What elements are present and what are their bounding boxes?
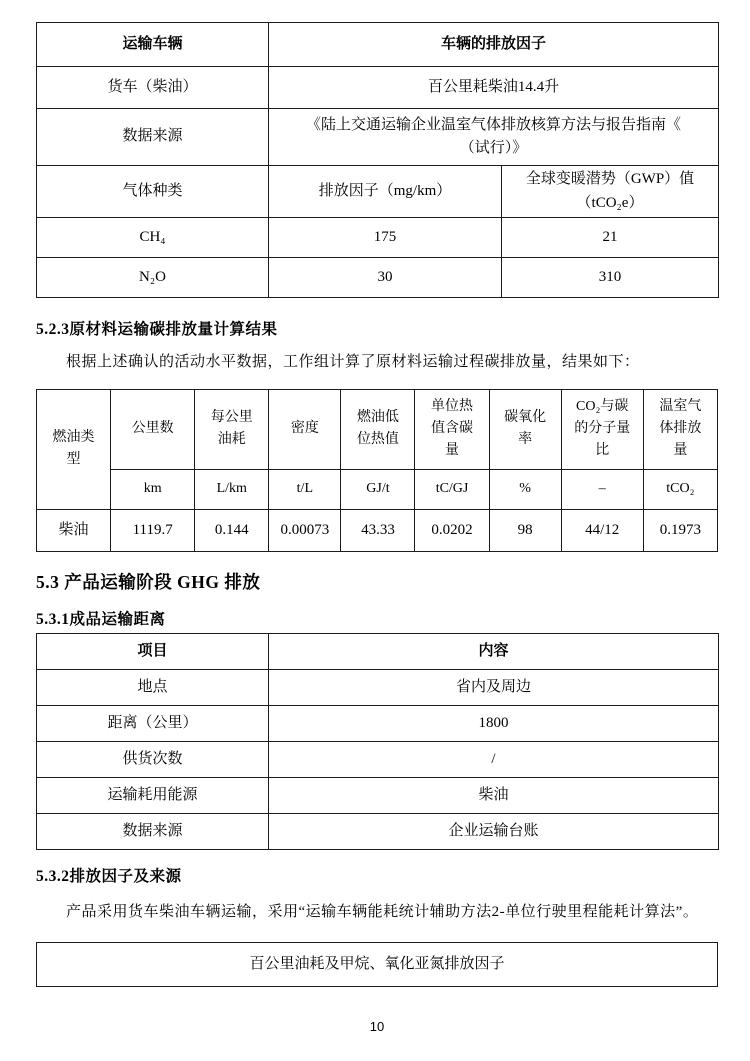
fuel-per-km-cell: 0.144 — [195, 509, 269, 551]
location-label: 地点 — [37, 669, 269, 705]
km-cell: 1119.7 — [111, 509, 195, 551]
item-col-header: 项目 — [37, 633, 269, 669]
table-row — [37, 669, 719, 705]
table-row — [37, 258, 719, 298]
source-value-cell — [269, 109, 719, 166]
gas-gwp-cell: 310 — [502, 258, 719, 298]
distance-label: 距离（公里） — [37, 705, 269, 741]
km-header: 公里数 — [111, 389, 195, 469]
supply-times-value: / — [269, 741, 719, 777]
ghg-emission-header: 温室气体排放量 — [643, 389, 717, 469]
vehicle-emission-factor-table — [36, 22, 719, 298]
supply-times-label: 供货次数 — [37, 741, 269, 777]
transport-distance-table — [36, 633, 719, 850]
fuel-per-km-header: 每公里油耗 — [195, 389, 269, 469]
truck-label-cell: 货车（柴油） — [37, 67, 269, 109]
unit-t-per-l: t/L — [269, 469, 341, 509]
distance-value: 1800 — [269, 705, 719, 741]
unit-gj-per-t: GJ/t — [341, 469, 415, 509]
gas-type-header: 气体种类 — [37, 166, 269, 218]
fuel-type-header: 燃油类型 — [37, 389, 111, 509]
table-row — [37, 218, 719, 258]
gas-name-cell: N₂O — [37, 258, 269, 298]
source-label-cell: 数据来源 — [37, 109, 269, 166]
gas-factor-cell: 175 — [269, 218, 502, 258]
carbon-content-cell: 0.0202 — [415, 509, 489, 551]
density-header: 密度 — [269, 389, 341, 469]
carbon-content-header: 单位热值含碳量 — [415, 389, 489, 469]
gwp-header — [502, 166, 719, 218]
unit-km: km — [111, 469, 195, 509]
fuel-calculation-table — [36, 389, 718, 552]
data-source-label: 数据来源 — [37, 813, 269, 849]
gwp-line1: 全球变暖潜势（GWP）值 — [525, 171, 695, 188]
section-heading-531: 5.3.1成品运输距离 — [36, 610, 166, 628]
unit-tco2: tCO₂ — [643, 469, 717, 509]
unit-l-per-km: L/km — [195, 469, 269, 509]
table-row — [37, 777, 719, 813]
energy-value: 柴油 — [269, 777, 719, 813]
ghg-emission-cell: 0.1973 — [643, 509, 717, 551]
unit-tc-per-gj: tC/GJ — [415, 469, 489, 509]
fuel-emission-factor-caption-table — [36, 942, 718, 987]
section-heading-53: 5.3 产品运输阶段 GHG 排放 — [36, 571, 261, 592]
gas-factor-cell: 30 — [269, 258, 502, 298]
source-line2: （试行）》 — [459, 140, 528, 156]
density-cell: 0.00073 — [269, 509, 341, 551]
table-row — [37, 705, 719, 741]
table-row — [37, 741, 719, 777]
page-number: 10 — [369, 1019, 385, 1035]
data-source-value: 企业运输台账 — [269, 813, 719, 849]
unit-dash: – — [561, 469, 643, 509]
section-heading-532: 5.3.2排放因子及来源 — [36, 867, 182, 885]
paragraph-523: 根据上述确认的活动水平数据，工作组计算了原材料运输过程碳排放量，结果如下： — [66, 354, 640, 370]
co2-ratio-header: CO₂与碳的分子量比 — [561, 389, 643, 469]
source-line1: 《陆上交通运输企业温室气体排放核算方法与报告指南《 — [306, 116, 682, 133]
gas-name-cell: CH₄ — [37, 218, 269, 258]
table-row — [37, 813, 719, 849]
gas-gwp-cell: 21 — [502, 218, 719, 258]
vehicle-col-header: 运输车辆 — [37, 23, 269, 67]
caption-cell: 百公里油耗及甲烷、氧化亚氮排放因子 — [37, 943, 718, 987]
unit-percent: % — [489, 469, 561, 509]
oxidation-rate-header: 碳氧化率 — [489, 389, 561, 469]
heat-value-header: 燃油低位热值 — [341, 389, 415, 469]
factor-col-header: 车辆的排放因子 — [269, 23, 719, 67]
oxidation-rate-cell: 98 — [489, 509, 561, 551]
heat-value-cell: 43.33 — [341, 509, 415, 551]
section-heading-523: 5.2.3原材料运输碳排放量计算结果 — [36, 321, 278, 338]
gwp-line2: （tCO₂e） — [576, 194, 644, 211]
paragraph-532: 产品采用货车柴油车辆运输，采用“运输车辆能耗统计辅助方法2-单位行驶里程能耗计算法”。 — [66, 903, 699, 920]
location-value: 省内及周边 — [269, 669, 719, 705]
factor-unit-header: 排放因子（mg/km） — [269, 166, 502, 218]
table-row — [37, 509, 718, 551]
fuel-type-cell: 柴油 — [37, 509, 111, 551]
energy-label: 运输耗用能源 — [37, 777, 269, 813]
co2-ratio-cell: 44/12 — [561, 509, 643, 551]
truck-value-cell: 百公里耗柴油14.4升 — [269, 67, 719, 109]
content-col-header: 内容 — [269, 633, 719, 669]
